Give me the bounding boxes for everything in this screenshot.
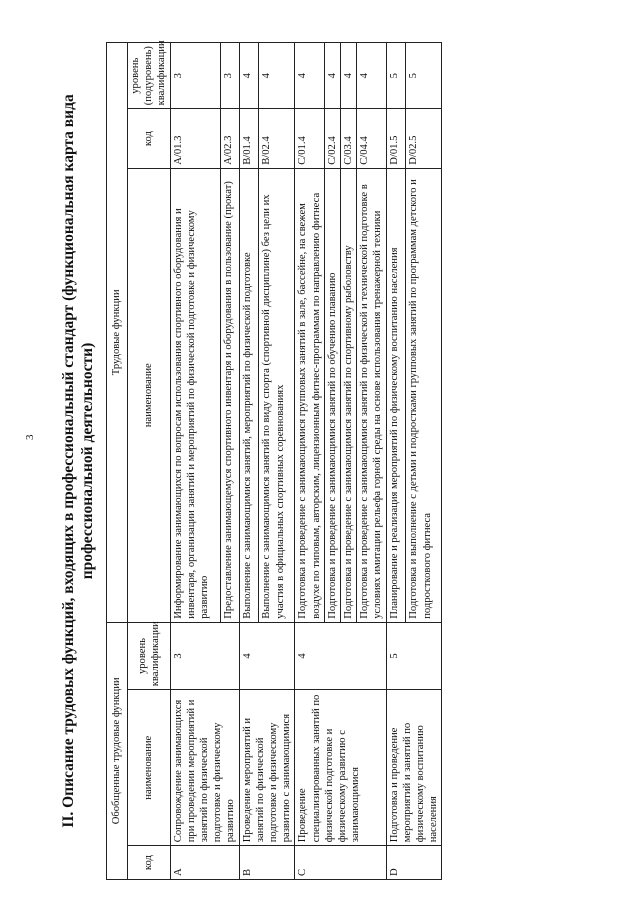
page-number: 3 bbox=[24, 434, 36, 440]
table-row bbox=[170, 43, 220, 880]
header-labor-functions: Трудовые функции bbox=[107, 43, 128, 623]
function-code: C/01.4 bbox=[295, 109, 324, 168]
group-level: 4 bbox=[295, 622, 386, 690]
group-code: A bbox=[170, 846, 239, 880]
group-code: B bbox=[239, 846, 295, 880]
function-level: 4 bbox=[357, 43, 386, 109]
function-name: Выполнение с занимающимися занятий по виду спорта (спортивной дисциплине) без цели их участия в официальных спортивных соревнованиях bbox=[259, 168, 295, 622]
group-name: Проведение мероприятий и занятий по физической подготовке и физическому развитию с занимающимися bbox=[239, 690, 295, 846]
title-line-1: II. Описание трудовых функций, входящих в профессиональный стандарт (функциональная карта вида bbox=[60, 94, 77, 828]
group-code: D bbox=[386, 846, 442, 880]
table-row bbox=[386, 43, 406, 880]
function-code: D/02.5 bbox=[406, 109, 442, 168]
table-body bbox=[170, 43, 442, 880]
function-level: 5 bbox=[386, 43, 406, 109]
function-level: 4 bbox=[259, 43, 295, 109]
group-name: Подготовка и проведение мероприятий и занятий по физическому воспитанию населения bbox=[386, 690, 442, 846]
group-level: 5 bbox=[386, 622, 442, 690]
header-sub-name: наименование bbox=[128, 168, 171, 622]
function-name: Выполнение с занимающимися занятий, мероприятий по физической подготовке bbox=[239, 168, 259, 622]
function-level: 5 bbox=[406, 43, 442, 109]
function-code: B/02.4 bbox=[259, 109, 295, 168]
header-level: уровень квалификации bbox=[128, 622, 171, 690]
function-name: Информирование занимающихся по вопросам использования спортивного оборудования и инвентаря, организации занятий и мероприятий по физической подготовке и физическому развитию bbox=[170, 168, 220, 622]
header-code: код bbox=[128, 846, 171, 880]
function-name: Предоставление занимающемуся спортивного инвентаря и оборудования в пользование (прокат) bbox=[220, 168, 239, 622]
function-code: A/01.3 bbox=[170, 109, 220, 168]
function-code: C/03.4 bbox=[341, 109, 357, 168]
group-name: Проведение специализированных занятий по физической подготовке и физическому развитию с занимающимися bbox=[295, 690, 386, 846]
function-code: A/02.3 bbox=[220, 109, 239, 168]
function-code: B/01.4 bbox=[239, 109, 259, 168]
header-generalized-functions: Обобщенные трудовые функции bbox=[107, 622, 128, 879]
function-name: Подготовка и проведение с занимающимися занятий по обучению плаванию bbox=[324, 168, 340, 622]
function-level: 4 bbox=[239, 43, 259, 109]
table-row bbox=[295, 43, 324, 880]
function-level: 3 bbox=[170, 43, 220, 109]
header-sub-code: код bbox=[128, 109, 171, 168]
group-level: 3 bbox=[170, 622, 239, 690]
function-name: Подготовка и выполнение с детьми и подростками групповых занятий по программам детского и подросткового фитнеса bbox=[406, 168, 442, 622]
functional-map-table bbox=[106, 42, 442, 880]
function-level: 3 bbox=[220, 43, 239, 109]
function-level: 4 bbox=[341, 43, 357, 109]
title-line-2: профессиональной деятельности) bbox=[79, 342, 96, 580]
function-code: C/02.4 bbox=[324, 109, 340, 168]
rotated-page bbox=[50, 42, 633, 880]
group-code: C bbox=[295, 846, 386, 880]
function-code: C/04.4 bbox=[357, 109, 386, 168]
table-row bbox=[239, 43, 259, 880]
function-name: Планирование и реализация мероприятий по физическому воспитанию населения bbox=[386, 168, 406, 622]
header-sub-level: уровень (подуровень) квалификации bbox=[128, 43, 171, 109]
function-level: 4 bbox=[324, 43, 340, 109]
function-name: Подготовка и проведение с занимающимися занятий по физической и технической подготовке в условиях имитации рельефа горной среды на основе использования тренажерной техники bbox=[357, 168, 386, 622]
group-level: 4 bbox=[239, 622, 295, 690]
document-title bbox=[50, 42, 106, 880]
group-name: Сопровождение занимающихся при проведении мероприятий и занятий по физической подготовке и физическому развитию bbox=[170, 690, 239, 846]
function-name: Подготовка и проведение с занимающимися групповых занятий в зале, бассейне, на свежем воздухе по типовым, авторским, лицензионным фитнес-программам по направлению фитнеса bbox=[295, 168, 324, 622]
function-level: 4 bbox=[295, 43, 324, 109]
header-name: наименование bbox=[128, 690, 171, 846]
function-code: D/01.5 bbox=[386, 109, 406, 168]
function-name: Подготовка и проведение с занимающимися занятий по спортивному рыболовству bbox=[341, 168, 357, 622]
